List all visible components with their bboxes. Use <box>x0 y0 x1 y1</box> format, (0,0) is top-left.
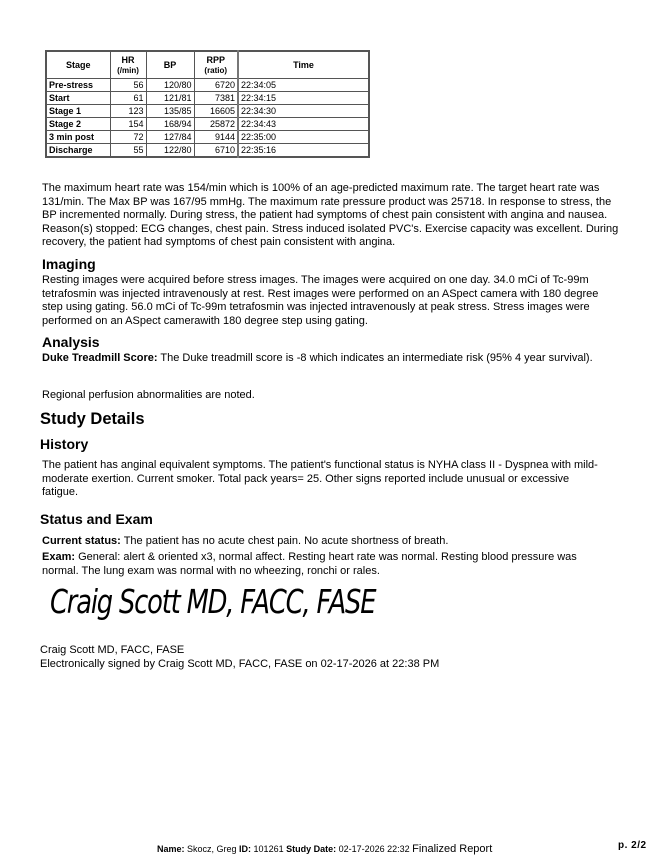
footer-id-value: 101261 <box>251 844 287 854</box>
cell-stage: 3 min post <box>46 131 110 144</box>
cell-rpp: 7381 <box>194 92 238 105</box>
signer-name: Craig Scott MD, FACC, FASE <box>40 644 185 656</box>
cell-stage: Stage 2 <box>46 118 110 131</box>
cell-stage: Discharge <box>46 144 110 158</box>
table-row <box>46 105 369 118</box>
cell-time: 22:35:16 <box>238 144 369 158</box>
cell-bp: 135/85 <box>146 105 194 118</box>
cell-rpp: 6710 <box>194 144 238 158</box>
stress-stage-table <box>45 50 370 158</box>
table-row <box>46 131 369 144</box>
cell-hr: 55 <box>110 144 146 158</box>
cell-bp: 120/80 <box>146 79 194 92</box>
current-status-label: Current status: <box>42 535 121 547</box>
study-details-heading: Study Details <box>40 410 145 428</box>
electronic-signature-line: Electronically signed by Craig Scott MD, FACC, FASE on 02-17-2026 at 22:38 PM <box>40 658 440 670</box>
cell-time: 22:35:00 <box>238 131 369 144</box>
cell-rpp: 9144 <box>194 131 238 144</box>
duke-score-text <box>42 352 602 366</box>
table-row <box>46 118 369 131</box>
cell-stage: Start <box>46 92 110 105</box>
stress-summary-text: The maximum heart rate was 154/min which is 100% of an age-predicted maximum rate. The target heart rate was 131/min. The Max BP was 167/95 mmHg. The maximum rate pressure product was 25718. In response to stress, the BP incremented normally. During stress, the patient had symptoms of chest pain consistent with angina and nausea. Reason(s) stopped: ECG changes, chest pain. Stress induced isolated PVC's. Exercise capacity was excellent. During recovery, the patient had symptoms of chest pain consistent with angina. <box>42 182 619 249</box>
duke-score-value: The Duke treadmill score is -8 which indicates an intermediate risk (95% 4 year survival). <box>157 352 593 364</box>
header-hr-label: HR <box>121 55 135 65</box>
footer-report-status: Finalized Report <box>412 843 493 855</box>
analysis-heading: Analysis <box>42 334 100 350</box>
exam-label: Exam: <box>42 551 76 563</box>
imaging-text: Resting images were acquired before stress images. The images were acquired on one day. 34.0 mCi of Tc-99m tetrafosmin was injected intravenously at rest. Rest images were performed on an ASpect camera with 180 degree step using gating. 56.0 mCi of Tc-99m tetrafosmin was injected intravenously at peak stress. Stress images were performed on an ASpect camerawith 180 degree step using gating. <box>42 274 599 327</box>
cell-time: 22:34:43 <box>238 118 369 131</box>
imaging-heading: Imaging <box>42 256 96 272</box>
perfusion-text: Regional perfusion abnormalities are noted. <box>42 389 255 401</box>
cell-time: 22:34:30 <box>238 105 369 118</box>
footer-study-date-label: Study Date: <box>286 844 337 854</box>
cell-time: 22:34:05 <box>238 79 369 92</box>
cell-bp: 168/94 <box>146 118 194 131</box>
status-exam-heading: Status and Exam <box>40 511 153 527</box>
footer-study-date-value: 02-17-2026 22:32 <box>336 844 413 854</box>
cell-bp: 127/84 <box>146 131 194 144</box>
history-text: The patient has anginal equivalent symptoms. The patient's functional status is NYHA class II - Dyspnea with mild-moderate exertion. Current smoker. Total pack years= 25. Other signs reported include unusual or excessive fatigue. <box>42 459 598 499</box>
header-stage: Stage <box>46 51 110 79</box>
table-row <box>46 144 369 158</box>
header-hr-unit: (/min) <box>117 66 139 75</box>
footer-name-value: Skocz, Greg <box>184 844 240 854</box>
footer-name-label: Name: <box>157 844 185 854</box>
handwritten-signature: Craig Scott MD, FACC, FASE <box>50 582 376 621</box>
table-header-row <box>46 51 369 79</box>
duke-score-label: Duke Treadmill Score: <box>42 352 158 364</box>
cell-bp: 121/81 <box>146 92 194 105</box>
current-status-value: The patient has no acute chest pain. No acute shortness of breath. <box>120 535 449 547</box>
current-status-text <box>42 535 612 549</box>
cell-hr: 56 <box>110 79 146 92</box>
header-hr <box>110 51 146 79</box>
history-heading: History <box>40 436 89 452</box>
cell-stage: Pre-stress <box>46 79 110 92</box>
cell-stage: Stage 1 <box>46 105 110 118</box>
page-footer <box>157 843 492 855</box>
cell-rpp: 16605 <box>194 105 238 118</box>
header-rpp-unit: (ratio) <box>204 66 228 75</box>
exam-value: General: alert & oriented x3, normal affect. Resting heart rate was normal. Resting blood pressure was normal. The lung exam was normal with no wheezing, ronchi or rales. <box>42 551 577 577</box>
table-row <box>46 79 369 92</box>
cell-rpp: 6720 <box>194 79 238 92</box>
cell-hr: 154 <box>110 118 146 131</box>
header-rpp-label: RPP <box>206 55 225 65</box>
cell-time: 22:34:15 <box>238 92 369 105</box>
page-number: p. 2/2 <box>618 840 647 851</box>
header-time: Time <box>238 51 369 79</box>
header-bp: BP <box>146 51 194 79</box>
cell-hr: 72 <box>110 131 146 144</box>
cell-rpp: 25872 <box>194 118 238 131</box>
cell-hr: 61 <box>110 92 146 105</box>
table-row <box>46 92 369 105</box>
header-rpp <box>194 51 238 79</box>
exam-text <box>42 551 612 578</box>
cell-hr: 123 <box>110 105 146 118</box>
cell-bp: 122/80 <box>146 144 194 158</box>
footer-id-label: ID: <box>239 844 252 854</box>
